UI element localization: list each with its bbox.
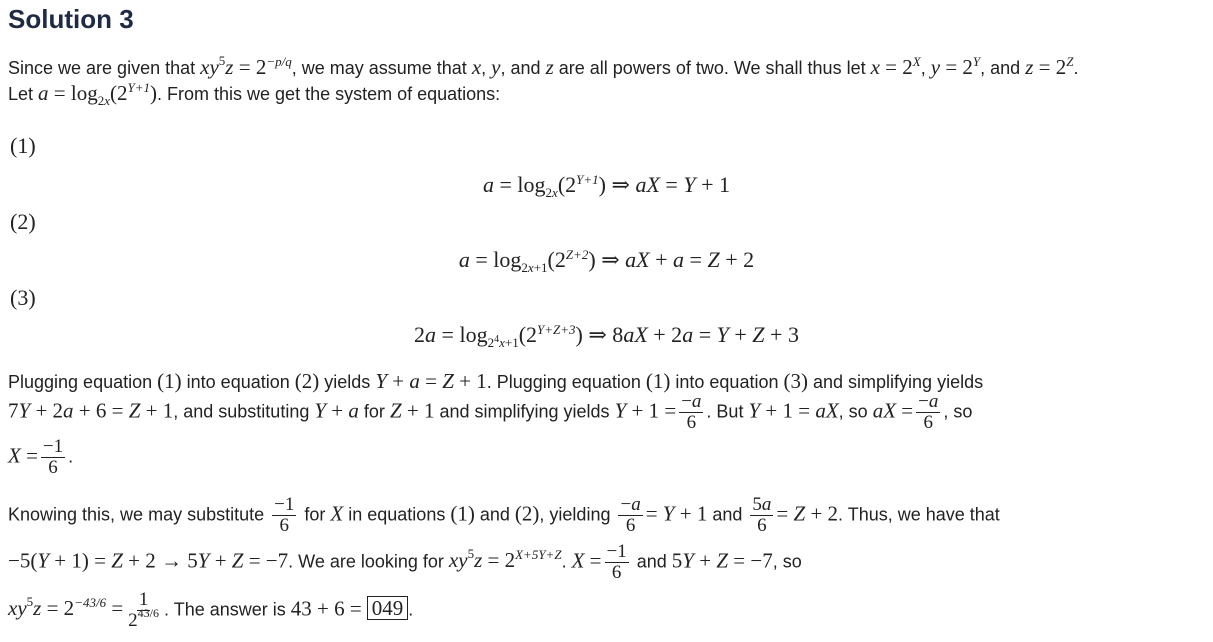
para3-t8: . We are looking for	[288, 551, 444, 572]
intro-text-3: are all powers of two. We shall thus let	[558, 58, 866, 78]
para3-line-3: $xy^5z = 2^{-43/6}$ = $\frac{1}{2^{43/6}}$ . The answer is 43 + 6 = 049 .	[8, 589, 414, 631]
intro-and-2: and	[990, 58, 1021, 78]
equation-label-2: (2)	[10, 209, 36, 234]
equation-2: $a = \log_{2x+1}(2^{Z+2})$ ⇒ aX + a = Z + 2	[458, 247, 755, 275]
para2-t1: Plugging equation	[8, 372, 153, 392]
solution-heading: Solution 3	[8, 4, 134, 34]
para3-t1: Knowing this, we may substitute	[8, 504, 265, 525]
frac-neg-a-over-6-b: $\frac{-a}{6}$	[918, 391, 939, 433]
intro-and: and	[510, 58, 541, 78]
intro-line-1: Since we are given that $xy^5z = 2^{-p/q}$, we may assume that x, y, and z are all powers of two. We shall thus let $x = 2^X$, $y = 2^Y$, and $z = 2^Z$.	[8, 53, 1079, 79]
equation-3: $2a = \log_{2^4x+1}(2^{Y+Z+3})$ ⇒ 8aX + 2a = Y + Z + 3	[414, 322, 799, 350]
answer-box: 049	[367, 596, 409, 620]
para2-t5: into equation	[675, 372, 779, 392]
math-a-def: $a = \log_{2x}(2^{Y+1})$	[38, 80, 158, 108]
para3-t6: and	[712, 504, 743, 525]
equation-label-3: (3)	[10, 285, 36, 310]
para2-t9: and simplifying yields	[439, 401, 610, 422]
para2-line-3: X = $\frac{-1}{6}$ .	[8, 436, 74, 478]
para2-t3: yields	[324, 372, 371, 392]
intro-let: Let	[8, 84, 34, 104]
para3-line-1: Knowing this, we may substitute $\frac{-1}{6}$ for X in equations (1) and (2), yielding $\frac{-a}{6}$ = Y + 1 and $\frac{5a}{6}$ = Z + 2. Thus, we have that	[8, 494, 1000, 536]
para2-t7: , and substituting	[173, 401, 310, 422]
para3-t4: and	[479, 504, 510, 525]
para2-t6: and simplifying yields	[813, 372, 984, 392]
para2-t10: . But	[706, 401, 744, 422]
para2-t11: , so	[838, 401, 868, 422]
para3-t3: in equations	[348, 504, 446, 525]
equation-1: $a = \log_{2x}(2^{Y+1})$ ⇒ aX = Y + 1	[483, 172, 730, 200]
para2-line-2: 7Y + 2a + 6 = Z + 1, and substituting Y + a for Z + 1 and simplifying yields Y + 1 = $\frac{-a}{6}$ . But Y + 1 = aX, so aX = $\frac{-a}{6}$ , so	[8, 391, 973, 433]
math-defs: $x = 2^X$	[870, 54, 921, 79]
math-xy5z: $xy^5z$	[200, 53, 234, 79]
para2-line-1: Plugging equation (1) into equation (2) yields Y + a = Z + 1. Plugging equation (1) into equation (3) and simplifying yields	[8, 369, 984, 393]
para3-t9: and	[636, 551, 667, 572]
para3-line-2: −5(Y + 1) = Z + 2 → 5Y + Z = −7. We are looking for $xy^5z = 2^{X+5Y+Z}$. X = $\frac{-1}{6}$ and 5Y + Z = −7, so	[8, 541, 802, 583]
frac-neg-a-over-6: $\frac{-a}{6}$	[681, 391, 702, 433]
intro-text-1: Since we are given that	[8, 58, 196, 78]
para3-t10: , so	[772, 551, 802, 572]
intro-line-2	[8, 80, 501, 108]
para3-t7: . Thus, we have that	[838, 504, 1000, 525]
para2-t2: into equation	[186, 372, 290, 392]
intro-text-4: . From this we get the system of equations:	[157, 84, 501, 104]
para3-t2: for	[304, 504, 326, 525]
para3-t5: , yielding	[539, 504, 611, 525]
math-xyz-list: x	[471, 55, 482, 79]
para2-t8: for	[363, 401, 385, 422]
para2-t12: , so	[943, 401, 973, 422]
para3-t11: . The answer is	[164, 599, 286, 620]
para2-t4: . Plugging equation	[486, 372, 641, 392]
intro-text-2: , we may assume that	[291, 58, 467, 78]
frac-neg1-over-6: $\frac{-1}{6}$	[42, 436, 64, 478]
equation-label-1: (1)	[10, 133, 36, 158]
